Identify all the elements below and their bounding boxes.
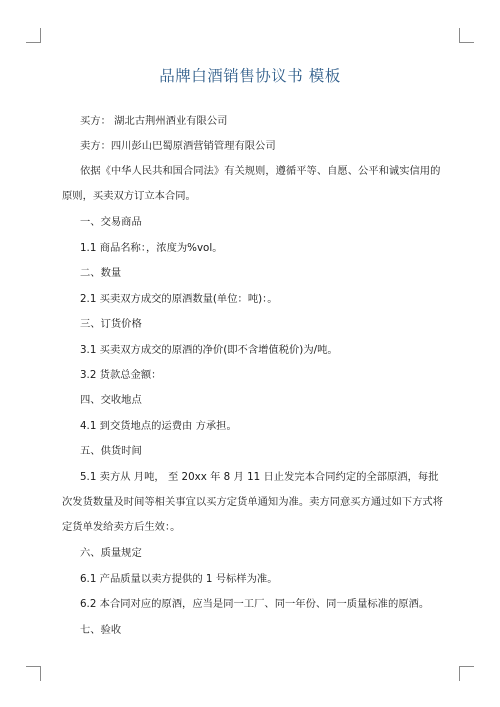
seller-line: 卖方：四川彭山巴蜀原酒营销管理有限公司 xyxy=(80,140,276,152)
clause-line: 4.1 到交货地点的运费由 方承担。 xyxy=(80,420,237,432)
paragraph-line: 原则，买卖双方订立本合同。 xyxy=(62,190,196,202)
crop-mark-bottom-right xyxy=(459,666,474,681)
crop-mark-top-left xyxy=(26,28,41,43)
clause-line: 1.1 商品名称：，浓度为%vol。 xyxy=(80,242,223,254)
section-heading: 二、数量 xyxy=(80,267,122,279)
clause-line: 3.2 货款总金额： xyxy=(80,369,162,381)
clause-line: 3.1 买卖双方成交的原酒的净价(即不含增值税价)为/吨。 xyxy=(80,344,338,356)
document-title: 品牌白酒销售协议书 模板 xyxy=(159,67,341,85)
buyer-line: 买方： 湖北古荆州酒业有限公司 xyxy=(80,115,228,127)
section-heading: 三、订货价格 xyxy=(80,318,142,330)
section-heading: 一、交易商品 xyxy=(80,216,142,228)
section-heading: 七、验收 xyxy=(80,624,122,636)
clause-line: 定货单发给卖方后生效：。 xyxy=(62,521,181,533)
clause-line: 5.1 卖方从 月吨， 至 20xx 年 8 月 11 日止发完本合同约定的全部原酒，每批 xyxy=(80,471,439,483)
clause-line: 2.1 买卖双方成交的原酒数量(单位：吨)：。 xyxy=(80,293,278,305)
crop-mark-bottom-left xyxy=(26,666,41,681)
section-heading: 四、交收地点 xyxy=(80,394,142,406)
clause-line: 6.2 本合同对应的原酒，应当是同一工厂、同一年份、同一质量标准的原酒。 xyxy=(80,598,430,610)
paragraph-line: 依据《中华人民共和国合同法》有关规则，遵循平等、自愿、公平和诚实信用的 xyxy=(80,165,441,177)
clause-line: 6.1 产品质量以卖方提供的 1 号标样为准。 xyxy=(80,573,278,585)
clause-line: 次发货数量及时间等相关事宜以买方定货单通知为准。卖方同意买方通过如下方式将 xyxy=(62,496,443,508)
section-heading: 五、供货时间 xyxy=(80,445,142,457)
section-heading: 六、质量规定 xyxy=(80,547,142,559)
crop-mark-top-right xyxy=(459,28,474,43)
